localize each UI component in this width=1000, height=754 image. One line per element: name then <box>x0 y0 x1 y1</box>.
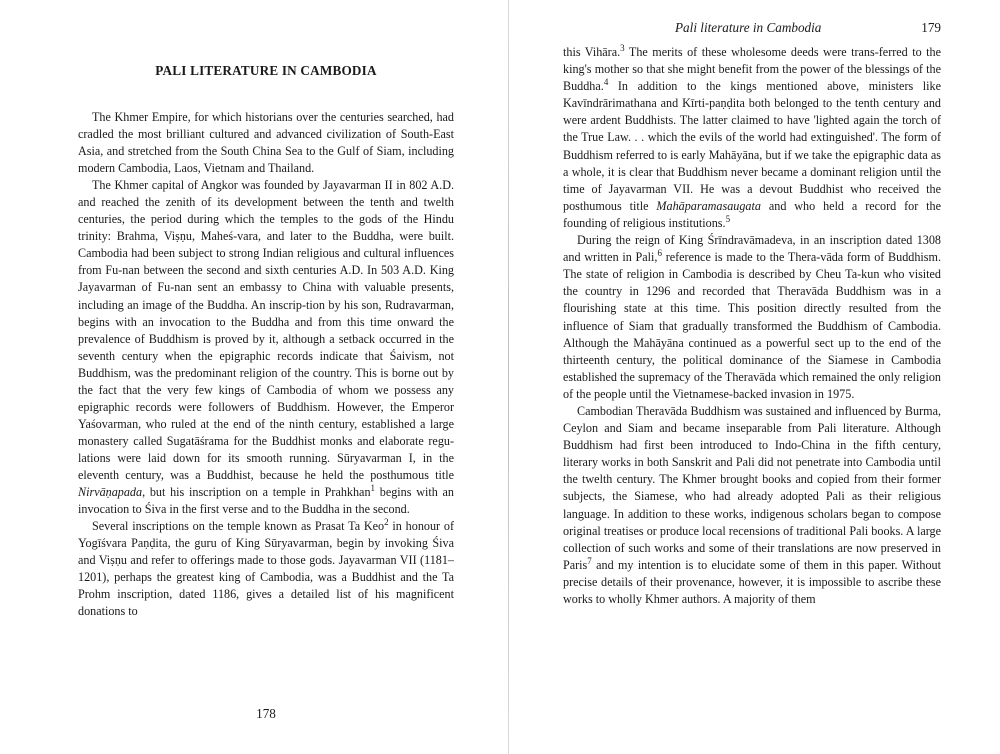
running-head <box>563 20 941 38</box>
paragraph <box>78 518 454 620</box>
footnote-ref: 3 <box>620 42 625 53</box>
italic-term: Mahāparamasaugata <box>656 198 761 213</box>
text-run: The merits of these wholesome deeds were trans-ferred to the king's mother so that she might benefit from the power of the blessings of the Buddha. <box>563 45 941 94</box>
paragraph <box>78 109 454 177</box>
paragraph <box>563 44 941 232</box>
footnote-ref: 2 <box>384 517 389 528</box>
italic-term: Nirvāṇapada <box>78 485 143 500</box>
book-gutter <box>508 0 509 754</box>
running-head-title: Pali literature in Cambodia <box>675 20 822 35</box>
chapter-title: PALI LITERATURE IN CAMBODIA <box>155 63 377 78</box>
paragraph <box>78 177 454 518</box>
text-run: this Vihāra. <box>563 45 621 59</box>
paragraph <box>563 232 941 403</box>
text-run: in honour of Yogīśvara Paṇḍita, the guru of King Sūryavarman, begin by invoking Śiva and Viṣṇu and refer to offerings made to those gods. Jayavarman VII (1181–1201), perhaps the greatest king of Cambodia, was a Buddhist and the Ta Prohm inscription, dated 1186, gives a detailed list of his magnificent donations to <box>78 519 454 619</box>
footnote-ref: 4 <box>603 77 609 88</box>
footnote-ref: 5 <box>725 213 731 224</box>
footnote-ref: 6 <box>657 248 662 259</box>
paragraph <box>563 403 941 608</box>
text-run: The Khmer Empire, for which historians over the centuries searched, had cradled the most brilliant cultured and advanced civilization of South-East Asia, and stretched from the South China Sea to the Gulf of Siam, including modern Cambodia, Laos, Vietnam and Thailand. <box>78 110 454 176</box>
text-run: and my intention is to elucidate some of them in this paper. Without precise details of their provenance, however, it is impossible to ascribe these works to wholly Khmer authors. A majority of them <box>563 557 941 606</box>
right-page-body <box>563 44 941 608</box>
text-run: and who held a record for the founding of religious institutions. <box>563 198 942 230</box>
text-run: In addition to the kings mentioned above, ministers like Kavīndrārimathana and Kīrti-paṇḍita both belonged to the tenth century and were ardent Buddhists. The latter claimed to have 'lighted again the torch of the True Law. . . which the evils of the world had extinguished'. The form of Buddhism referred to is early Mahāyāna, but if we take the epigraphic data as a whole, it is clear that Buddhism never became a dominant religion until the time of Jayavarman VII. He was a devout Buddhist who received the posthumous title <box>563 79 941 213</box>
footnote-ref: 7 <box>587 555 592 566</box>
left-page-body <box>78 109 454 620</box>
page-number: 179 <box>921 20 941 35</box>
text-run: Cambodian Theravāda Buddhism was sustained and influenced by Burma, Ceylon and Siam and became inseparable from Pali literature. Although Buddhism had first been introduced to Indo-China in the fifth century, literary works in both Sanskrit and Pali did not penetrate into Cambodia until the twelth century. The Khmer brought books and copied from their former subjects, the Siamese, who had already adopted Pali as their religious language. In addition to these works, indigenous scholars began to compose original treatises or produce local recensions of traditional Pali books. A large collection of such works and some of their translations are now preserved in Paris <box>563 403 941 572</box>
text-run: begins with an invocation to Śiva in the first verse and to the Buddha in the second. <box>78 485 454 517</box>
text-run: , but his inscription on a temple in Prahkhan <box>142 485 371 500</box>
text-run: The Khmer capital of Angkor was founded by Jayavarman II in 802 A.D. and reached the zenith of its development between the tenth and twelth centuries, the period during which the temples to the gods of the Hindu trinity: Brahma, Viṣṇu, Maheś-vara, and later to the Buddha, were built. Cambodia had been subject to strong Indian religious and cultural influences from Fu-nan between the second and sixth centuries A.D. In 503 A.D. King Jayavarman of Fu-nan sent an embassy to China with valuable presents, including an image of the Buddha. An inscrip-tion by his son, Rudravarman, begins with an invocation to the Buddha and from this time onward the prevalence of Buddhism is proved by it, although a setback occurred in the seventh century when the epigraphic records indicate that Śaivism, not Buddhism, was the predominant religion of the country. This is borne out by the fact that the very few kings of Cambodia of whom we possess any epigraphic records were followers of Buddhism. However, the Emperor Yaśovarman, who ruled at the end of the ninth century, established a large monastery called Sugatāśrama for the Buddhist monks and elaborate regu-lations were laid down for its smooth running. Sūryavarman I, in the eleventh century, was a Buddhist, because he held the posthumous title <box>78 178 454 482</box>
text-run: During the reign of King Śrīndravāmadeva, in an inscription dated 1308 and written in Pali, <box>563 233 941 265</box>
text-run: Several inscriptions on the temple known as Prasat Ta Keo <box>92 519 385 534</box>
text-run: reference is made to the Thera-vāda form of Buddhism. The state of religion in Cambodia is described by Cheu Ta-kun who visited the country in 1296 and recorded that Theravāda Buddhism was in a flourishing state at this time. This position directly resulted from the influence of Siam that gradually transformed the Buddhism of Cambodia. Although the Mahāyāna continued as a powerful sect up to the end of the thirteenth century, the political dominance of the Siamese in Cambodia established the supremacy of the Theravāda which remained the only religion of the people until the Vietnamese-backed invasion in 1975. <box>563 250 942 401</box>
page-number: 178 <box>256 706 276 721</box>
footnote-ref: 1 <box>370 482 376 493</box>
